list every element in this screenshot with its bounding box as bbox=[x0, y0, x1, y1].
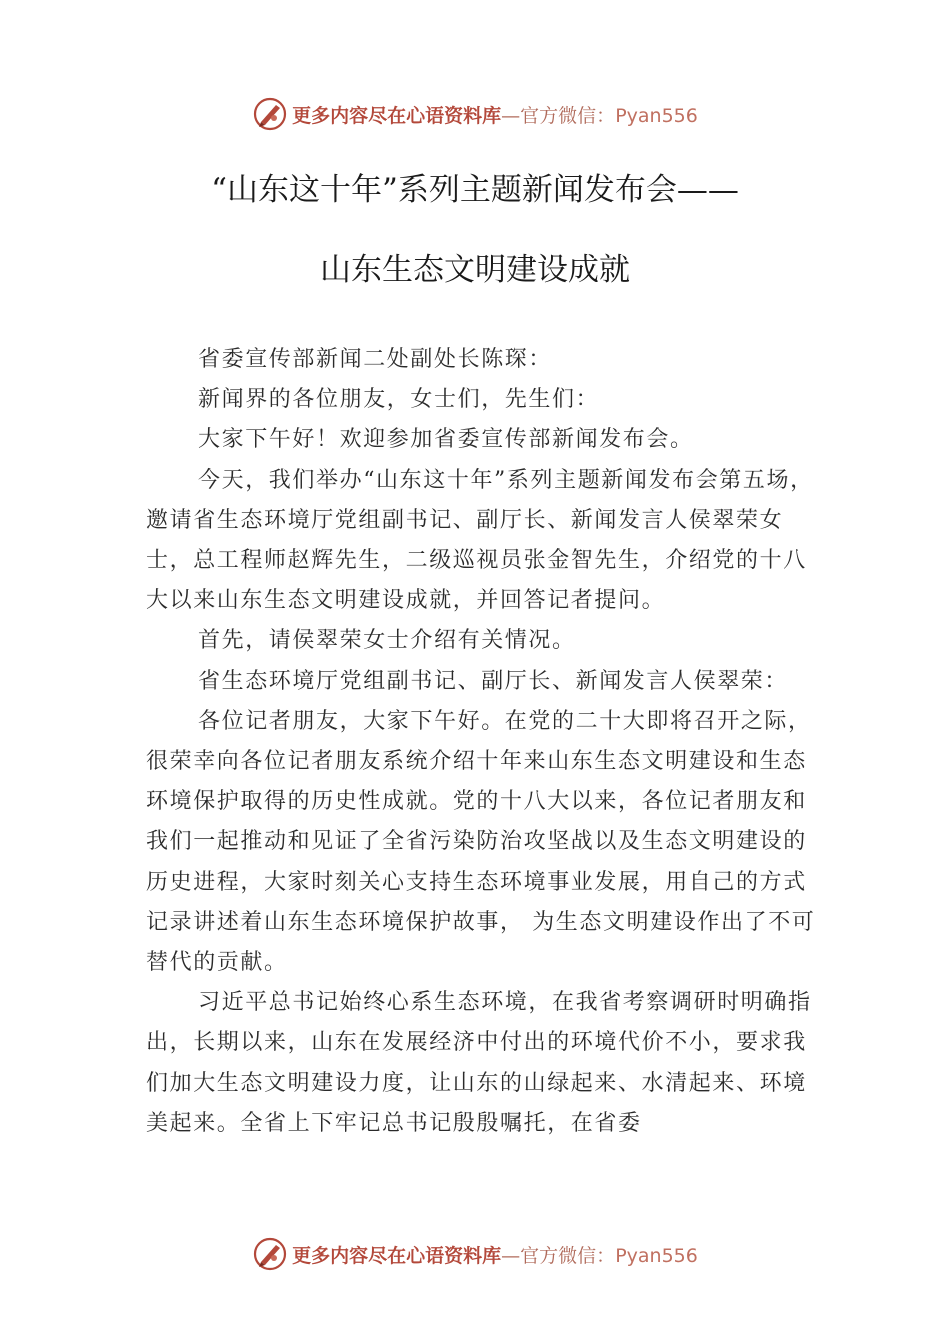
document-title-line-1: “山东这十年”系列主题新闻发布会—— bbox=[211, 172, 739, 208]
paragraph: 今天，我们举办“山东这十年”系列主题新闻发布会第五场，邀请省生态环境厅党组副书记、副厅长、新闻发言人侯翠荣女士，总工程师赵辉先生，二级巡视员张金智先生，介绍党的十八大以来山东生态文明建设成就，并回答记者提问。 bbox=[146, 467, 814, 614]
paragraph: 各位记者朋友，大家下午好。在党的二十大即将召开之际，很荣幸向各位记者朋友系统介绍十年来山东生态文明建设和生态环境保护取得的历史性成就。党的十八大以来，各位记者朋友和我们一起推动和见证了全省污染防治攻坚战以及生态文明建设的历史进程，大家时刻关心支持生态环境事业发展，用自己的方式记录讲述着山东生态环境保护故事， 为生态文明建设作出了不可替代的贡献。 bbox=[146, 708, 816, 976]
paragraph: 首先，请侯翠荣女士介绍有关情况。 bbox=[198, 628, 576, 654]
paragraph: 习近平总书记始终心系生态环境，在我省考察调研时明确指出，长期以来，山东在发展经济中付出的环境代价不小，要求我们加大生态文明建设力度，让山东的山绿起来、水清起来、环境美起来。全省上下牢记总书记殷殷嘱托，在省委 bbox=[146, 990, 812, 1136]
paragraph: 新闻界的各位朋友，女士们，先生们： bbox=[198, 387, 600, 413]
document-title-line-2: 山东生态文明建设成就 bbox=[320, 252, 630, 288]
paragraph: 大家下午好！欢迎参加省委宣传部新闻发布会。 bbox=[198, 427, 694, 453]
watermark-footer bbox=[0, 1232, 950, 1276]
ink-pen-logo-icon bbox=[252, 1236, 288, 1272]
watermark-text: 更多内容尽在心语资料库—官方微信：Pyan556 bbox=[292, 1244, 698, 1267]
watermark-header bbox=[0, 92, 950, 136]
watermark-text: 更多内容尽在心语资料库—官方微信：Pyan556 bbox=[292, 104, 698, 127]
ink-pen-logo-icon bbox=[252, 96, 288, 132]
paragraph: 省委宣传部新闻二处副处长陈琛： bbox=[198, 347, 553, 372]
document-body bbox=[146, 340, 830, 1144]
paragraph: 省生态环境厅党组副书记、副厅长、新闻发言人侯翠荣： bbox=[198, 668, 789, 694]
